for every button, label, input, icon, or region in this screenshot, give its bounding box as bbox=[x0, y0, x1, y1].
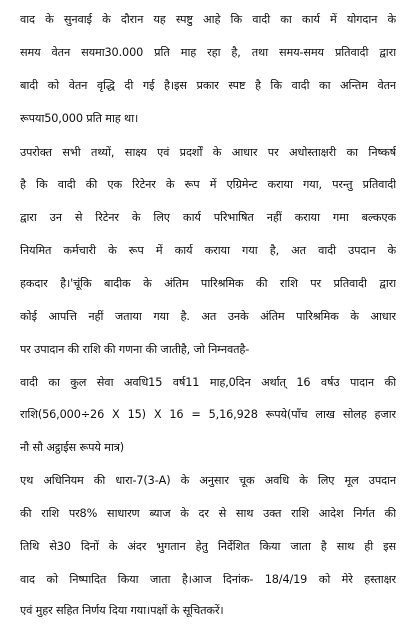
text-line: की राशि पर8% साधारण ब्याज के दर से साथ उक्त राशि आदेश निर्गत की bbox=[20, 507, 396, 520]
text-line: नौ सौ अट्ठाईस रूपये मात्र) bbox=[20, 441, 125, 454]
text-line: समय वेतन सयमा30.000 प्रति माह रहा है, तथा समय-समय प्रतिवादी द्वारा bbox=[20, 46, 396, 59]
text-line: रूपया50,000 प्रति माह था। bbox=[20, 112, 139, 125]
text-line: पर उपादान की राशि की गणना की जातीहै, जो निम्नवतहै- bbox=[20, 343, 250, 356]
text-line: कोई आपत्ति नहीं जताया गया है. अत उनके अंतिम पारिश्रमिक के आधार bbox=[20, 310, 396, 323]
text-line: एवं मुहर सहित निर्णय दिया गया।पक्षों के सूचितकरें। bbox=[20, 604, 224, 617]
text-line: एथ अधिनियम की धारा-7(3-A) के अनुसार चूक अवधि के लिए मूल उपदान bbox=[20, 474, 396, 487]
text-line: उपरोक्त सभी तथ्यों, साक्ष्य एवं प्रदर्शों के आधार पर अधोस्ताक्षरी का निष्कर्ष bbox=[20, 146, 396, 159]
text-line: वाद को निष्पादित किया जाता है।आज दिनांक- 18/4/19 को मेरे हस्ताक्षर bbox=[20, 573, 396, 586]
text-line: है कि वादी की एक रिटेनर के रूप में एग्रिमेन्ट कराया गया, परन्तु प्रतिवादी bbox=[20, 178, 396, 191]
text-line: द्वारा उन से रिटेनर के लिए कार्य परिभाषित नहीं कराया गमा बल्कएक bbox=[20, 211, 396, 224]
text-line: वाद के सुनवाई के दौरान यह स्पष्टु आहे कि वादी का कार्य में योगदान के bbox=[20, 13, 396, 26]
text-line: तिथि से30 दिनों के अंदर भुगतान हेतु निर्देशित किया जाता है साथ ही इस bbox=[20, 540, 396, 553]
text-line: हकदार है।'चूंकि बादीक के अंतिम पारिश्रमिक की राशि पर प्रतिवादी द्वारा bbox=[20, 277, 396, 290]
text-line: राशि(56,000÷26 X 15) X 16 = 5,16,928 रूपये(पाँच लाख सोलह हजार bbox=[20, 408, 396, 421]
text-line: वादी का कुल सेवा अवधि15 वर्ष11 माह,0दिन अर्थात् 16 वर्षउ पादान की bbox=[20, 376, 396, 389]
text-line: बादी को वेतन वृद्धि दी गई है।इस प्रकार स्पष्ट है कि वादी का अन्तिम वेतन bbox=[20, 79, 396, 92]
text-line: नियमित कर्मचारी के रूप में कार्य कराया गया है, अत वादी उपदान के bbox=[20, 244, 396, 257]
